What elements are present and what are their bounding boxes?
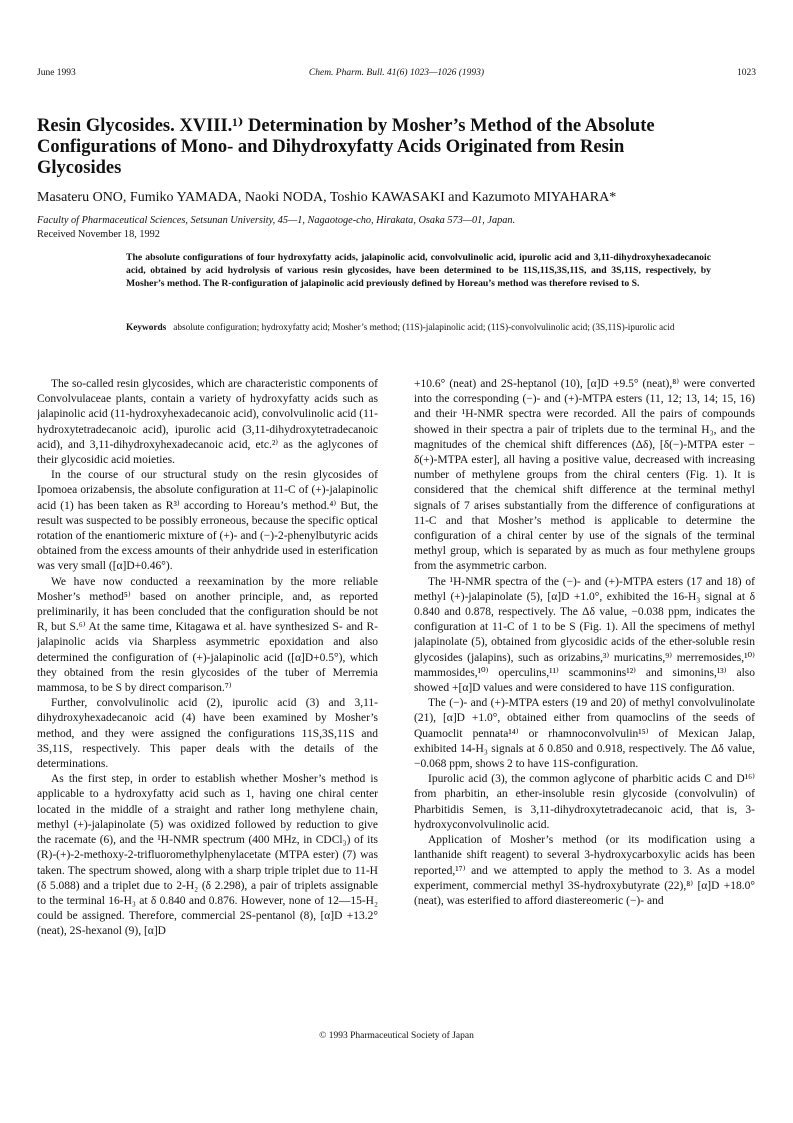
body-left-column bbox=[37, 377, 378, 1027]
paragraph: Further, convolvulinolic acid (2), ipurolic acid (3) and 3,11-dihydroxyhexadecanoic acid (4) have been examined by Mosher’s method, and they were assigned the configurations 11S,3S,11S and 3S,11S, respectively. This paper deals with the details of the determinations. bbox=[37, 697, 378, 771]
page-number: 1023 bbox=[737, 68, 756, 78]
paragraph: We have now conducted a reexamination by the more reliable Mosher’s method⁵⁾ based on another principle, and, as reported preliminarily, it has been concluded that the configuration should be not R, but S.⁶⁾ At the same time, Kitagawa et al. have synthesized S- and R-jalapinolic acids via Sharpless asymmetric epoxidation and also determined the configuration of (+)-jalapinolic acid ([α]D+0.5°), which they obtained from the resin glycosides of the tuber of Merremia mammosa, to be S by direct comparison.⁷⁾ bbox=[37, 575, 378, 695]
paragraph: In the course of our structural study on the resin glycosides of Ipomoea orizabensis, the absolute configuration at 11-C of (+)-jalapinolic acid (1) has been taken as R³⁾ according to Horeau’s method.⁴⁾ But, the result was suspected to be possibly erroneous, because the specific optical rotation of the enantiomeric mixture of (+)- and (−)-2-phenylbutyric acids obtained from the excess amounts of their anhydride used in esterification was very small ([α]D+0.46°). bbox=[37, 469, 378, 573]
paragraph: The so-called resin glycosides, which are characteristic components of Convolvulaceae plants, contain a variety of hydroxyfatty acids such as jalapinolic acid (11-hydroxyhexadecanoic acid), convolvulinolic acid (11-hydroxytetradecanoic acid), ipurolic acid (3,11-dihydroxytetradecanoic acid), and 3,11-dihydroxyhexadecanoic acid, etc.²⁾ as the aglycones of their glycosidic acid moieties. bbox=[37, 378, 378, 467]
paragraph: The (−)- and (+)-MTPA esters (19 and 20) of methyl convolvulinolate (21), [α]D +1.0°, obtained either from quamoclins of the seeds of Quamoclit pennata¹⁴⁾ or rhamnoconvolvulin¹⁵⁾ of Mexican Jalap, exhibited 14-H₃ signals at δ 0.850 and 0.918, respectively. The Δδ value, −0.068 ppm, shows 2 to have 11S-configuration. bbox=[414, 697, 755, 771]
issue-date: June 1993 bbox=[37, 68, 76, 78]
affiliation: Faculty of Pharmaceutical Sciences, Setsunan University, 45—1, Nagaotoge-cho, Hirakata, Osaka 573—01, Japan. bbox=[37, 215, 516, 226]
copyright-footer: © 1993 Pharmaceutical Society of Japan bbox=[319, 1031, 474, 1041]
running-header bbox=[37, 68, 756, 82]
abstract: The absolute configurations of four hydroxyfatty acids, jalapinolic acid, convolvulinolic acid, ipurolic acid and 3,11-dihydroxyhexadecanoic acid, obtained by acid hydrolysis of various resin glycosides, have been determined to be 11S,11S,3S,11S, and 3S,11S, respectively, by Mosher’s method. The R-configuration of jalapinolic acid previously defined by Horeau’s method was therefore revised to S. bbox=[126, 252, 711, 290]
paragraph: Ipurolic acid (3), the common aglycone of pharbitic acids C and D¹⁶⁾ from pharbitin, an ether-insoluble resin glycoside (convolvulin) of Pharbitidis Semen, is 3,11-dihydroxytetradecanoic acid, that is, 3-hydroxyconvolvulinolic acid. bbox=[414, 773, 755, 831]
author-list: Masateru ONO, Fumiko YAMADA, Naoki NODA, Toshio KAWASAKI and Kazumoto MIYAHARA* bbox=[37, 190, 617, 205]
keywords-text: absolute configuration; hydroxyfatty acid; Mosher’s method; (11S)-jalapinolic acid; (11S)-convolvulinolic acid; (3S,11S)-ipurolic acid bbox=[173, 323, 675, 333]
received-date: Received November 18, 1992 bbox=[37, 229, 160, 240]
paragraph: The ¹H-NMR spectra of the (−)- and (+)-MTPA esters (17 and 18) of methyl (+)-jalapinolate (5), [α]D +1.0°, exhibited the 16-H₃ signal at δ 0.840 and 0.878, respectively. The Δδ value, −0.038 ppm, indicates the configuration at 11-C of 1 to be S (Fig. 1). All the specimens of methyl jalapinolate (5), obtained from glycosidic acids of the ether-soluble resin glycosides (jalapins), such as orizabins,³⁾ muricatins,⁹⁾ merremosides,¹⁰⁾ mammosides,¹⁰⁾ operculins,¹¹⁾ scammonins¹²⁾ and simonins,¹³⁾ also showed +[α]D values and were considered to have 11S configuration. bbox=[414, 575, 755, 695]
journal-citation: Chem. Pharm. Bull. 41(6) 1023—1026 (1993) bbox=[308, 68, 485, 78]
paper-title: Resin Glycosides. XVIII.¹⁾ Determination by Mosher’s Method of the Absolute Configurations of Mono- and Dihydroxyfatty Acids Originated from Resin Glycosides bbox=[37, 116, 655, 178]
keywords bbox=[126, 322, 706, 335]
keywords-label: Keywords bbox=[126, 323, 167, 333]
paragraph: +10.6° (neat) and 2S-heptanol (10), [α]D +9.5° (neat),⁸⁾ were converted into the corresponding (−)- and (+)-MTPA esters (11, 12; 13, 14; 15, 16) and their ¹H-NMR spectra were recorded. All the pairs of compounds showed in their spectra a pair of triplets due to the terminal H₃, and the magnitudes of the chemical shift differences (Δδ), [δ(−)-MTPA ester − δ(+)-MTPA ester], all having a positive value, decreased with increasing number of methylene groups from the chiral centers (Fig. 1). It is considered that the chemical shift difference at the terminal methyl signals of 7 arises substantially from the difference of configurations at 11-C and that Mosher’s method is applicable to determine the configuration of a chiral center by use of the signals of the terminal methyl group, which is separated by as much as four methylene groups from the asymmetric carbon. bbox=[414, 378, 755, 573]
paragraph: As the first step, in order to establish whether Mosher’s method is applicable to a hydroxyfatty acid such as 1, having one chiral center located in the middle of a straight and rather long methylene chain, methyl (+)-jalapinolate (5) was oxidized followed by reduction to give the racemate (6), and the ¹H-NMR spectrum (400 MHz, in CDCl₃) of its (R)-(+)-2-methoxy-2-trifluoromethylphenylacetate (MTPA ester) (7) was taken. The spectrum showed, along with a sharp triple triplet due to 11-H (δ 5.088) and a triplet due to 2-H₂ (δ 2.298), a pair of triplets assignable to the terminal 16-H₃ at δ 0.840 and 0.876. However, none of 12—15-H₂ could be assigned. Therefore, commercial 2S-pentanol (8), [α]D +13.2° (neat), 2S-hexanol (9), [α]D bbox=[37, 773, 378, 938]
body-right-column bbox=[414, 377, 755, 1027]
paragraph: Application of Mosher’s method (or its modification using a lanthanide shift reagent) to several 3-hydroxycarboxylic acids has been reported,¹⁷⁾ and we attempted to apply the method to 3. As a model experiment, commercial methyl 3S-hydroxybutyrate (22),⁸⁾ [α]D +18.0° (neat), was esterified to afford diastereomeric (−)- and bbox=[414, 834, 755, 907]
